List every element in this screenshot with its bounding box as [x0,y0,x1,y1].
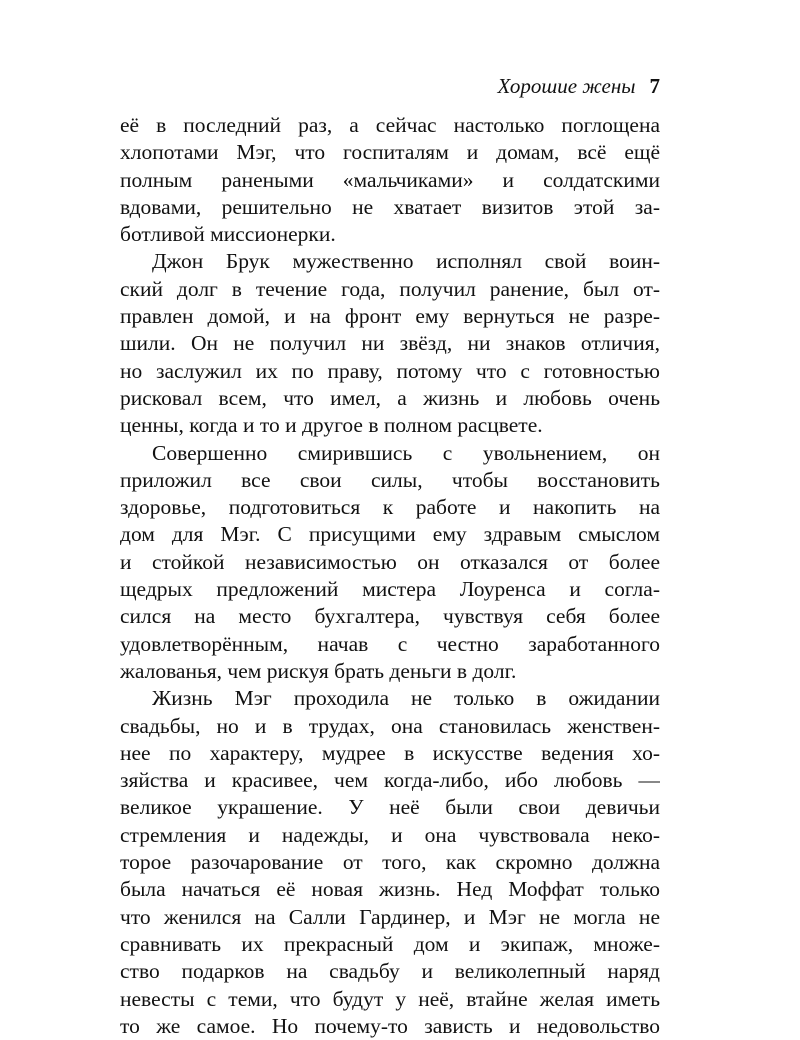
text-line: ботливой миссионерки. [120,222,336,247]
text-line: жалованья, чем рискуя брать деньги в долг. [120,658,517,683]
text-line: приложил все свои силы, чтобы восстановить [120,467,660,492]
text-line: великое украшение. У неё были свои девичьи [120,795,660,820]
text-line: то же самое. Но почему-то зависть и недовольство [120,1013,660,1038]
text-line: и стойкой независимостью он отказался от более [120,549,660,574]
page-number: 7 [649,74,660,98]
text-line: зяйства и красивее, чем когда-либо, ибо любовь — [120,768,660,793]
text-line: Джон Брук мужественно исполнял свой воин- [152,249,660,274]
body-text [120,112,660,1040]
running-header [120,72,660,100]
text-line: щедрых предложений мистера Лоуренса и согла- [120,577,660,602]
text-line: ство подарков на свадьбу и великолепный наряд [120,959,660,984]
text-line: была начаться её новая жизнь. Нед Моффат только [120,877,660,902]
text-line: рисковал всем, что имел, а жизнь и любовь очень [120,385,660,410]
text-line: правлен домой, и на фронт ему вернуться не разре- [120,304,660,329]
text-line: ский долг в течение года, получил ранение, был от- [120,276,660,301]
text-line: стремления и надежды, и она чувствовала неко- [120,822,660,847]
text-line: полным ранеными «мальчиками» и солдатскими [120,167,660,192]
text-line: невесты с теми, что будут у неё, втайне желая иметь [120,986,660,1011]
text-line: свадьбы, но и в трудах, она становилась женствен- [120,713,660,738]
text-line: ценны, когда и то и другое в полном расцвете. [120,413,543,438]
text-line: удовлетворённым, начав с честно заработанного [120,631,660,656]
text-line: вдовами, решительно не хватает визитов этой за- [120,194,660,219]
text-line: дом для Мэг. С присущими ему здравым смыслом [120,522,660,547]
text-line: Жизнь Мэг проходила не только в ожидании [152,686,660,711]
text-line: что женился на Салли Гардинер, и Мэг не могла не [120,904,660,929]
text-line: Совершенно смирившись с увольнением, он [152,440,660,465]
text-line: торое разочарование от того, как скромно должна [120,850,660,875]
text-line: сился на место бухгалтера, чувствуя себя более [120,604,660,629]
text-line: нее по характеру, мудрее в искусстве ведения хо- [120,740,660,765]
text-line: шили. Он не получил ни звёзд, ни знаков отличия, [120,331,660,356]
text-line: хлопотами Мэг, что госпиталям и домам, всё ещё [120,140,660,165]
text-line: но заслужил их по праву, потому что с готовностью [120,358,660,383]
text-line: её в последний раз, а сейчас настолько поглощена [120,113,660,137]
running-title: Хорошие жены [497,74,636,98]
text-line: сравнивать их прекрасный дом и экипаж, множе- [120,931,660,956]
text-line: здоровье, подготовиться к работе и накопить на [120,495,660,520]
